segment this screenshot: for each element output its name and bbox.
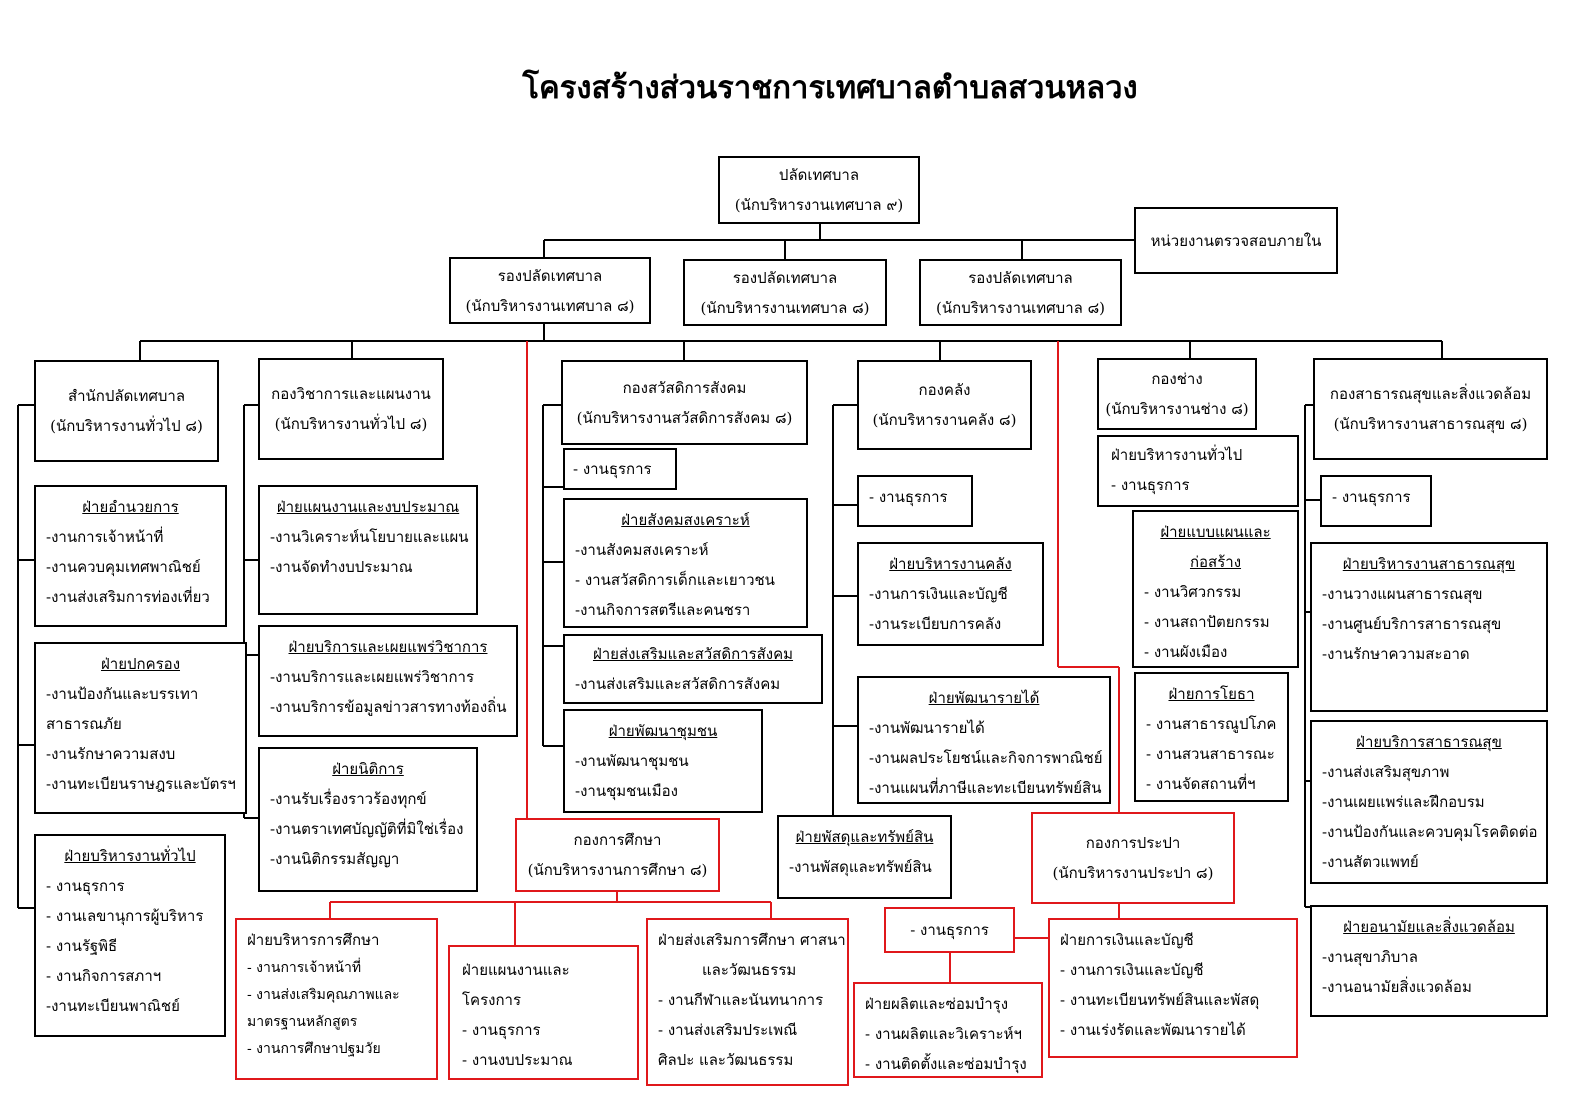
unit-item: - งานธุรการ	[869, 488, 948, 506]
unit-item: - งานทะเบียนทรัพย์สินและพัสดุ	[1060, 991, 1260, 1009]
unit-item: - งานกิจการสภาฯ	[46, 967, 162, 985]
office-unit-3	[34, 834, 226, 1037]
unit-item: - งานการเจ้าหน้าที่	[247, 960, 362, 976]
unit-item: -งานกิจการสตรีและคนชรา	[575, 601, 751, 619]
unit-title: ฝ่ายอนามัยและสิ่งแวดล้อม	[1343, 918, 1515, 936]
academic-head-rank: (นักบริหารงานทั่วไป ๘)	[274, 415, 428, 433]
education-head-rank: (นักบริหารงานการศึกษา ๘)	[527, 861, 708, 879]
unit-item: - งานผลิตและวิเคราะห์ฯ	[865, 1025, 1022, 1043]
deputy-rank: (นักบริหารงานเทศบาล ๘)	[700, 298, 870, 317]
office-head-rank: (นักบริหารงานทั่วไป ๘)	[50, 417, 203, 435]
academic-unit-3	[258, 747, 478, 892]
unit-item: -งานป้องกันและควบคุมโรคติดต่อ	[1322, 823, 1538, 841]
health-head-rank: (นักบริหารงานสาธารณสุข ๘)	[1333, 415, 1528, 433]
unit-item: -งานพัฒนาชุมชน	[575, 752, 689, 770]
education-head-box	[515, 818, 720, 892]
unit-item: -งานรับเรื่องราวร้องทุกข์	[270, 790, 427, 808]
education-head-name: กองการศึกษา	[573, 831, 662, 849]
unit-item: -งานเผยแพร่และฝึกอบรม	[1322, 793, 1485, 811]
unit-item: -งานสัตวแพทย์	[1322, 853, 1419, 871]
welfare-unit-3	[563, 709, 763, 813]
unit-item: ศิลปะ และวัฒนธรรม	[658, 1051, 794, 1069]
unit-item: - งานธุรการ	[1332, 488, 1411, 506]
unit-item: - งานธุรการ	[46, 877, 125, 895]
unit-title: ฝ่ายบริหารงานคลัง	[889, 555, 1012, 573]
unit-item: -งานพัฒนารายได้	[869, 719, 985, 737]
unit-item: - งานติดตั้งและซ่อมบำรุง	[865, 1055, 1027, 1073]
unit-item: -งานชุมชนเมือง	[575, 782, 678, 800]
engineering-unit-2	[1134, 672, 1289, 802]
deputy-box-3	[919, 259, 1122, 326]
unit-item: - งานส่งเสริมคุณภาพและ	[247, 987, 400, 1003]
unit-item: -งานนิติกรรมสัญญา	[270, 850, 400, 868]
unit-item: -งานสุขาภิบาล	[1322, 948, 1418, 966]
unit-item: - งานกีฬาและนันทนาการ	[658, 991, 824, 1009]
unit-item: สาธารณภัย	[46, 715, 122, 733]
deputy-box-2	[683, 259, 887, 326]
unit-title: ฝ่ายบริการและเผยแพร่วิชาการ	[288, 638, 488, 656]
education-unit-1	[235, 918, 438, 1080]
audit-box	[1134, 207, 1338, 274]
unit-item: -งานจัดทำงบประมาณ	[270, 558, 413, 576]
unit-title: ฝ่ายส่งเสริมและสวัสดิการสังคม	[592, 645, 794, 663]
unit-item: - งานวิศวกรรม	[1144, 583, 1242, 601]
unit-item: - งานธุรการ	[573, 460, 652, 478]
deputy-box-1	[449, 257, 651, 324]
water-unit-1	[853, 982, 1043, 1078]
welfare-unit-1	[563, 498, 808, 628]
water-admin-box	[884, 907, 1015, 953]
welfare-head-rank: (นักบริหารงานสวัสดิการสังคม ๘)	[576, 408, 793, 427]
health-unit-3	[1310, 905, 1548, 1017]
unit-title: และวัฒนธรรม	[702, 961, 797, 979]
health-head-box	[1313, 358, 1548, 460]
unit-title: ก่อสร้าง	[1189, 553, 1242, 571]
unit-item: - งานสวนสาธารณะ	[1146, 745, 1275, 763]
unit-item: - งานสถาปัตยกรรม	[1144, 613, 1270, 631]
academic-head-box	[258, 358, 444, 460]
welfare-admin-box	[563, 448, 677, 490]
unit-item: -งานพัสดุและทรัพย์สิน	[789, 858, 932, 876]
education-unit-2	[448, 945, 639, 1080]
unit-title: ฝ่ายผลิตและซ่อมบำรุง	[865, 995, 1009, 1013]
unit-item: - งานเลขานุการผู้บริหาร	[46, 907, 204, 925]
top-head-rank: (นักบริหารงานเทศบาล ๙)	[734, 196, 904, 214]
water-head-rank: (นักบริหารงานประปา ๘)	[1052, 864, 1214, 882]
unit-item: -งานวิเคราะห์นโยบายและแผน	[270, 528, 469, 546]
engineering-head-box	[1097, 358, 1257, 430]
unit-item: - งานผังเมือง	[1144, 643, 1228, 661]
unit-item: มาตรฐานหลักสูตร	[247, 1014, 358, 1030]
unit-item: -งานส่งเสริมและสวัสดิการสังคม	[575, 675, 781, 693]
finance-unit-3	[777, 815, 952, 899]
unit-item: - งานธุรการ	[910, 921, 989, 939]
unit-item: -งานการเงินและบัญชี	[869, 585, 1008, 603]
academic-unit-2	[258, 625, 518, 737]
unit-item: -งานป้องกันและบรรเทา	[46, 685, 199, 703]
unit-item: - งานสวัสดิการเด็กและเยาวชน	[575, 571, 775, 589]
unit-title: ฝ่ายการเงินและบัญชี	[1060, 931, 1194, 949]
deputy-rank: (นักบริหารงานเทศบาล ๘)	[936, 298, 1105, 317]
welfare-head-name: กองสวัสดิการสังคม	[622, 378, 747, 397]
water-unit-2	[1048, 918, 1298, 1058]
unit-item: - งานงบประมาณ	[462, 1051, 573, 1069]
unit-title: ฝ่ายบริหารงานทั่วไป	[64, 847, 196, 865]
unit-item: - งานจัดสถานที่ฯ	[1146, 775, 1256, 793]
engineering-general-box	[1097, 435, 1299, 507]
unit-title: ฝ่ายบริหารงานทั่วไป	[1111, 446, 1243, 464]
top-head-box	[718, 156, 920, 224]
unit-item: -งานวางแผนสาธารณสุข	[1322, 585, 1483, 603]
unit-item: - งานสาธารณูปโภค	[1146, 715, 1277, 733]
finance-unit-2	[857, 676, 1111, 804]
unit-title: ฝ่ายพัฒนาชุมชน	[608, 722, 718, 740]
deputy-name: รองปลัดเทศบาล	[497, 266, 603, 285]
unit-item: - งานส่งเสริมประเพณี	[658, 1021, 798, 1039]
unit-item: - งานการเงินและบัญชี	[1060, 961, 1204, 979]
water-head-box	[1031, 812, 1235, 904]
finance-head-box	[857, 360, 1032, 450]
health-unit-2	[1310, 720, 1548, 884]
unit-item: -งานแผนที่ภาษีและทะเบียนทรัพย์สิน	[869, 779, 1102, 797]
unit-title: ฝ่ายส่งเสริมการศึกษา ศาสนา	[658, 931, 846, 949]
unit-item: - งานธุรการ	[462, 1021, 541, 1039]
unit-item: -งานระเบียบการคลัง	[869, 615, 1002, 633]
unit-title: ฝ่ายบริหารงานสาธารณสุข	[1342, 555, 1516, 573]
health-head-name: กองสาธารณสุขและสิ่งแวดล้อม	[1329, 385, 1532, 403]
finance-head-rank: (นักบริหารงานคลัง ๘)	[872, 411, 1017, 429]
unit-title: ฝ่ายแบบแผนและ	[1160, 523, 1271, 541]
academic-unit-1	[258, 485, 478, 615]
water-head-name: กองการประปา	[1085, 834, 1181, 852]
unit-item: - งานการศึกษาปฐมวัย	[247, 1041, 381, 1057]
unit-item: -งานศูนย์บริการสาธารณสุข	[1322, 615, 1502, 633]
unit-title: ฝ่ายแผนงานและโครงการ	[462, 961, 570, 1009]
welfare-head-box	[561, 360, 808, 445]
unit-title: ฝ่ายการโยธา	[1168, 685, 1255, 703]
top-head-name: ปลัดเทศบาล	[778, 166, 860, 184]
unit-item: -งานรักษาความสะอาด	[1322, 645, 1470, 663]
unit-title: ฝ่ายบริหารการศึกษา	[247, 931, 380, 949]
unit-item: -งานบริการและเผยแพร่วิชาการ	[270, 668, 475, 686]
academic-head-name: กองวิชาการและแผนงาน	[271, 385, 431, 403]
unit-title: ฝ่ายแผนงานและงบประมาณ	[276, 498, 460, 516]
deputy-rank: (นักบริหารงานเทศบาล ๘)	[465, 296, 635, 315]
engineering-unit-1	[1132, 510, 1299, 668]
unit-item: -งานส่งเสริมสุขภาพ	[1322, 763, 1450, 781]
unit-title: ฝ่ายบริการสาธารณสุข	[1356, 733, 1502, 751]
deputy-name: รองปลัดเทศบาล	[732, 268, 838, 287]
office-head-name: สำนักปลัดเทศบาล	[67, 387, 186, 405]
unit-title: ฝ่ายพัสดุและทรัพย์สิน	[795, 828, 934, 846]
engineering-head-name: กองช่าง	[1151, 370, 1203, 388]
unit-item: -งานส่งเสริมการท่องเที่ยว	[46, 588, 210, 606]
unit-item: -งานควบคุมเทศพาณิชย์	[46, 558, 201, 576]
health-admin-box	[1320, 475, 1432, 527]
office-unit-2	[34, 642, 247, 814]
unit-title: ฝ่ายพัฒนารายได้	[928, 689, 1040, 707]
unit-item: -งานการเจ้าหน้าที่	[46, 528, 164, 546]
finance-head-name: กองคลัง	[918, 381, 971, 399]
finance-admin-box	[857, 475, 973, 527]
chart-title: โครงสร้างส่วนราชการเทศบาลตำบลสวนหลวง	[522, 70, 1138, 106]
unit-item: - งานเร่งรัดและพัฒนารายได้	[1060, 1021, 1246, 1039]
unit-item: -งานรักษาความสงบ	[46, 745, 176, 763]
unit-title: ฝ่ายอำนวยการ	[82, 498, 179, 516]
office-unit-1	[34, 485, 227, 627]
welfare-unit-2	[563, 634, 823, 704]
unit-item: -งานทะเบียนพาณิชย์	[46, 997, 180, 1015]
unit-item: - งานรัฐพิธี	[46, 937, 118, 955]
engineering-head-rank: (นักบริหารงานช่าง ๘)	[1105, 400, 1249, 418]
audit-name: หน่วยงานตรวจสอบภายใน	[1150, 231, 1322, 250]
health-unit-1	[1310, 542, 1548, 712]
unit-item: -งานบริการข้อมูลข่าวสารทางท้องถิ่น	[270, 698, 507, 716]
unit-title: ฝ่ายสังคมสงเคราะห์	[621, 511, 750, 529]
unit-title: ฝ่ายนิติการ	[332, 760, 404, 778]
unit-item: - งานธุรการ	[1111, 476, 1190, 494]
unit-item: -งานทะเบียนราษฎรและบัตรฯ	[46, 775, 236, 793]
unit-item: -งานตราเทศบัญญัติที่มิใช่เรื่อง	[270, 820, 464, 838]
unit-item: -งานอนามัยสิ่งแวดล้อม	[1322, 978, 1472, 996]
unit-item: -งานผลประโยชน์และกิจการพาณิชย์	[869, 749, 1103, 767]
unit-title: ฝ่ายปกครอง	[100, 655, 181, 673]
unit-item: -งานสังคมสงเคราะห์	[575, 541, 709, 559]
education-unit-3	[646, 918, 849, 1086]
office-head-box	[34, 360, 219, 462]
deputy-name: รองปลัดเทศบาล	[968, 268, 1073, 287]
finance-unit-1	[857, 542, 1044, 646]
